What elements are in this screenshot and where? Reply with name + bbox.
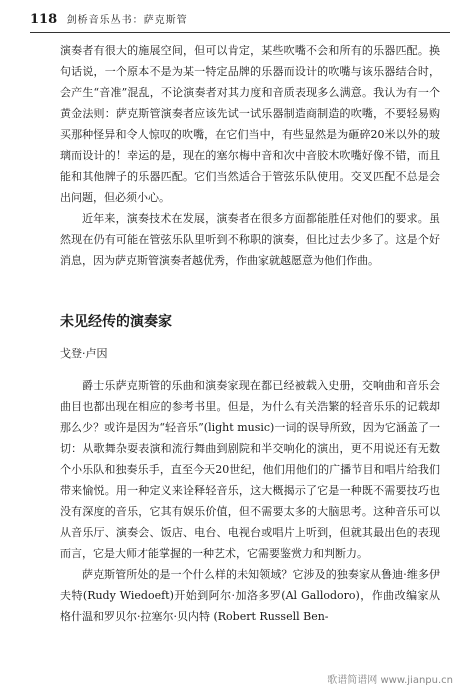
paragraph-3: 爵士乐萨克斯管的乐曲和演奏家现在都已经被载入史册，交响曲和音乐会曲目也都出现在相应的参考书里。但是，为什么有关浩繁的轻音乐乐的记载却那么少？或许是因为“轻音乐”(light music)一词的误导所致，因为它涵盖了一切：从歌舞杂耍表演和流行舞曲到剧院和半交响化的演出，更不用说还有无数个小乐队和独奏乐手，直至今天20世纪，他们用他们的广播节目和唱片给我们带来愉悦。用一种定义来诠释轻音乐，这大概揭示了它是一种既不需要技巧也没有深度的音乐，它其有娱乐价值，但不需要太多的大脑思考。这种音乐可以从音乐厅、演奏会、饭店、电台、电视台或唱片上听到，但就其最出色的表现而言，它是大师才能掌握的一种艺术，它需要鉴赏力和判断力。 [60,379,440,560]
page-number: 118 [30,12,58,27]
section-title: 未见经传的演奏家 [60,314,172,330]
page-body [60,40,440,627]
watermark: 歌谱简谱网 www.jianpu.cn [327,675,453,686]
paragraph-1: 演奏者有很大的施展空间，但可以肯定，某些吹嘴不会和所有的乐器匹配。换句话说，一个原本不是为某一特定品牌的乐器而设计的吹嘴与该乐器结合时，会产生“音准”混乱，不论演奏者对其力度和音质表现多么满意。我认为有一个黄金法则：萨克斯管演奏者应该先试一试乐器制造商制造的吹嘴，不要轻易购买那种怪异和令人惊叹的吹嘴，在它们当中，有些显然是为砸碎20米以外的玻璃而设计的！幸运的是，现在的塞尔梅中音和次中音胶木吹嘴好像不错，而且能和其他牌子的乐器匹配。它们当然适合于管弦乐队使用。交叉匹配不总是会出问题，但必须小心。 [60,44,440,204]
running-head: 剑桥音乐丛书：萨克斯管 [66,15,188,26]
page-header [30,10,450,33]
section-author: 戈登·卢因 [60,347,108,360]
paragraph-4: 萨克斯管所处的是一个什么样的未知领域？它涉及的独奏家从鲁迪·维多伊夫特(Rudy Wiedoeft)开始到阿尔·加洛多罗(Al Gallodoro)，作曲改编家从格什温和罗贝尔·拉塞尔·贝内特 (Robert Russell Ben- [60,568,440,623]
paragraph-2: 近年来，演奏技术在发展，演奏者在很多方面都能胜任对他们的要求。虽然现在仍有可能在管弦乐队里听到不称职的演奏，但比过去少多了。这是个好消息，因为萨克斯管演奏者越优秀，作曲家就越愿意为他们作曲。 [60,212,440,267]
